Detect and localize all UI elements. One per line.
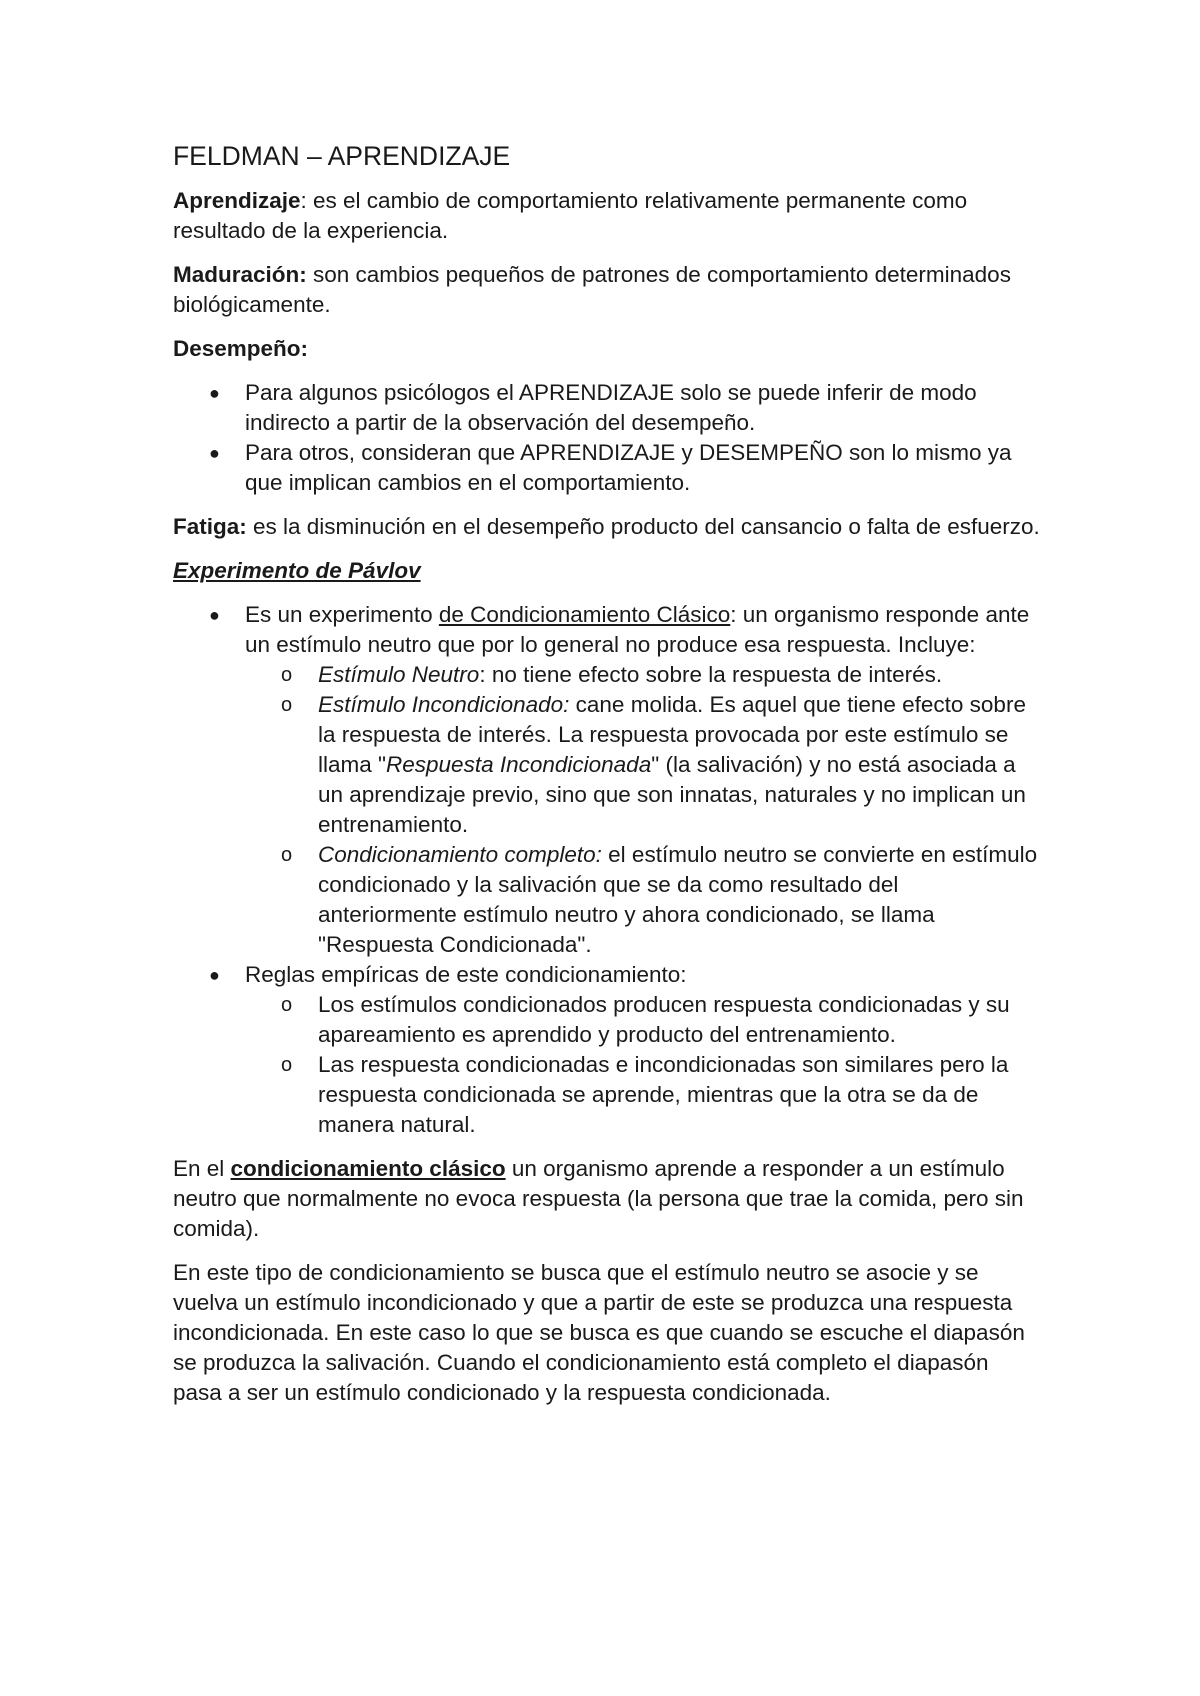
term-condicionamiento-clasico: condicionamiento clásico	[230, 1156, 506, 1181]
term-fatiga: Fatiga:	[173, 514, 247, 539]
sub-list-item: o Las respuesta condicionadas e incondicionadas son similares pero la respuesta condicionada se aprende, mientras que la otra se da de manera natural.	[281, 1052, 1009, 1137]
sub-bullet-icon: o	[281, 694, 293, 716]
heading-desempeno: Desempeño:	[173, 336, 309, 361]
list-item: ● Reglas empíricas de este condicionamiento: o Los estímulos condicionados producen respuesta condicionadas y su apareamiento es aprendido y producto del entrenamiento. o Las respuesta condicionadas e incondicionadas son similares pero la respuesta condicionada se aprende, mientras que la otra se da de manera natural.	[173, 960, 1043, 1140]
bullet-icon: ●	[209, 965, 220, 985]
sub-bullet-icon: o	[281, 1054, 293, 1076]
paragraph-maduracion	[173, 260, 1043, 320]
sub-list-item: o Los estímulos condicionados producen respuesta condicionadas y su apareamiento es aprendido y producto del entrenamiento.	[281, 992, 1010, 1047]
definition-aprendizaje: : es el cambio de comportamiento relativamente permanente como resultado de la experiencia.	[173, 188, 968, 243]
definition-fatiga: es la disminución en el desempeño producto del cansancio o falta de esfuerzo.	[246, 514, 1040, 539]
term-aprendizaje: Aprendizaje	[173, 188, 301, 213]
heading-pavlov: Experimento de Pávlov	[173, 558, 421, 583]
paragraph-final: En este tipo de condicionamiento se busca que el estímulo neutro se asocie y se vuelva un estímulo incondicionado y que a partir de este se produzca una respuesta incondicionada. En este caso lo que se busca es que cuando se escuche el diapasón se produzca la salivación. Cuando el condicionamiento está completo el diapasón pasa a ser un estímulo condicionado y la respuesta condicionada.	[173, 1260, 1025, 1405]
sub-list-item: o Condicionamiento completo: el estímulo neutro se convierte en estímulo condicionado y la salivación que se da como resultado del anteriormente estímulo neutro y ahora condicionado, se llama "Respuesta Condicionada".	[281, 842, 1038, 957]
paragraph-fatiga	[173, 512, 1043, 542]
paragraph-condicionamiento-clasico: En el condicionamiento clásico un organismo aprende a responder a un estímulo neutro que normalmente no evoca respuesta (la persona que trae la comida, pero sin comida).	[173, 1156, 1024, 1241]
desempeno-list	[173, 378, 1043, 498]
sub-bullet-icon: o	[281, 994, 293, 1016]
bullet-icon: ●	[209, 383, 220, 403]
document-page	[173, 140, 1043, 1422]
pavlov-list	[173, 600, 1043, 1140]
bullet-icon: ●	[209, 605, 220, 625]
document-title: FELDMAN – APRENDIZAJE	[173, 141, 511, 171]
list-item: ● Es un experimento de Condicionamiento Clásico: un organismo responde ante un estímulo neutro que por lo general no produce esa respuesta. Incluye: o Estímulo Neutro: no tiene efecto sobre la respuesta de interés. o Estímulo Incondicionado: cane molida. Es aquel que tiene efecto sobre la respuesta de interés. La respuesta provocada por este estímulo se llama "Respuesta Incondicionada" (la salivación) y no está asociada a un aprendizaje previo, sino que son innatas, naturales y no implican un entrenamiento. o Condicionamiento completo: el estímulo neutro se convierte en estímulo condicionado y la salivación que se da como resultado del anteriormente estímulo neutro y ahora condicionado, se llama "Respuesta Condicionada".	[173, 600, 1043, 960]
sub-list-item: o Estímulo Incondicionado: cane molida. Es aquel que tiene efecto sobre la respuesta de interés. La respuesta provocada por este estímulo se llama "Respuesta Incondicionada" (la salivación) y no está asociada a un aprendizaje previo, sino que son innatas, naturales y no implican un entrenamiento.	[281, 692, 1026, 837]
sub-list-item: o Estímulo Neutro: no tiene efecto sobre la respuesta de interés.	[173, 660, 1043, 690]
reglas-sublist	[245, 990, 1043, 1140]
term-maduracion: Maduración:	[173, 262, 307, 287]
bullet-icon: ●	[209, 443, 220, 463]
list-item: ● Para otros, consideran que APRENDIZAJE y DESEMPEÑO son lo mismo ya que implican cambios en el comportamiento.	[209, 440, 1012, 495]
sub-bullet-icon: o	[281, 844, 293, 866]
list-item: ● Para algunos psicólogos el APRENDIZAJE solo se puede inferir de modo indirecto a partir de la observación del desempeño.	[209, 380, 977, 435]
pavlov-sublist	[245, 660, 1043, 960]
sub-bullet-icon: o	[281, 664, 293, 686]
paragraph-aprendizaje	[173, 186, 1043, 246]
definition-maduracion: son cambios pequeños de patrones de comportamiento determinados biológicamente.	[173, 262, 1011, 317]
condicionamiento-clasico-link: de Condicionamiento Clásico	[438, 602, 731, 627]
